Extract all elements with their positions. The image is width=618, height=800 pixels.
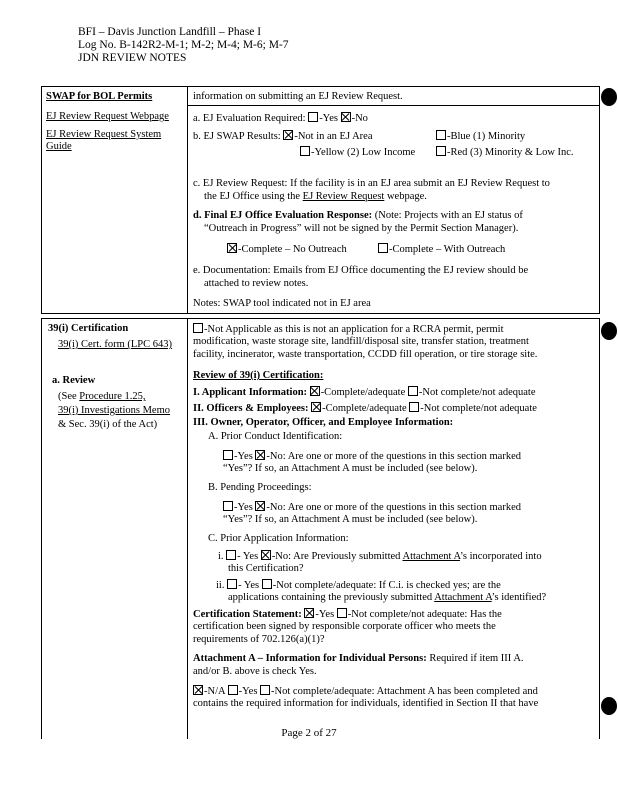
see-line-1 <box>58 391 146 403</box>
attachment-a-yes: -Yes <box>238 686 258 697</box>
attachment-a-line2: and/or B. above is check Yes. <box>193 666 317 677</box>
cert-statement-yes: -Yes <box>315 609 335 620</box>
header-line-1: BFI – Davis Junction Landfill – Phase I <box>78 26 262 38</box>
item-a-no: -No <box>351 113 368 124</box>
item-c-text-end: webpage. <box>384 191 427 202</box>
item-Cii-cont <box>228 592 546 604</box>
certification-section <box>41 318 600 739</box>
item-i-opt1: -Complete/adequate <box>320 387 406 398</box>
item-A-yes: -Yes <box>234 451 253 462</box>
ej-system-guide-link-1[interactable]: EJ Review Request System <box>46 129 162 140</box>
punch-hole <box>601 88 617 106</box>
checked-box-icon[interactable] <box>261 550 271 560</box>
checkbox-icon[interactable] <box>408 386 418 396</box>
swap-link[interactable]: SWAP for BOL Permits <box>46 91 153 102</box>
item-b-opt2: -Blue (1) Minority <box>447 131 526 142</box>
item-Cii-cont-end: ’s identified? <box>491 592 547 603</box>
item-d-label: d. Final EJ Office Evaluation Response: <box>193 210 373 221</box>
column-divider <box>187 319 188 739</box>
item-Ci-num: i. <box>218 551 224 562</box>
attachment-a-link[interactable]: Attachment A <box>402 551 460 562</box>
header-line-3: JDN REVIEW NOTES <box>78 52 187 64</box>
checkbox-icon[interactable] <box>223 501 233 511</box>
item-b <box>193 130 373 143</box>
item-ii-label: II. Officers & Employees: <box>193 403 309 414</box>
cert-statement-line2: certification been signed by responsible corporate officer who meets the <box>193 621 496 632</box>
checked-box-icon[interactable] <box>311 402 321 412</box>
item-e-line2: attached to review notes. <box>204 278 309 289</box>
checked-box-icon[interactable] <box>283 130 293 140</box>
checked-box-icon[interactable] <box>255 450 265 460</box>
ej-review-section <box>41 86 600 314</box>
punch-hole <box>601 697 617 715</box>
item-b-label: b. EJ SWAP Results: <box>193 131 281 142</box>
item-Ci-no-end: ’s incorporated into <box>459 551 542 562</box>
checkbox-icon[interactable] <box>300 146 310 156</box>
checked-box-icon[interactable] <box>341 112 351 122</box>
checkbox-icon[interactable] <box>260 685 270 695</box>
section-title: 39(i) Certification <box>48 323 129 334</box>
na-line-2: modification, waste storage site, landfill/disposal site, transfer station, treatment <box>193 336 529 347</box>
checked-box-icon[interactable] <box>255 501 265 511</box>
cert-statement <box>193 608 502 621</box>
item-b-opt1: -Not in an EJ Area <box>294 131 373 142</box>
item-Cii-cont-text: applications containing the previously submitted <box>228 592 435 603</box>
item-a-label: a. EJ Evaluation Required: <box>193 113 306 124</box>
ej-system-guide-link-2[interactable]: Guide <box>46 141 72 152</box>
item-Ci-cont: this Certification? <box>228 563 304 574</box>
checkbox-icon[interactable] <box>378 243 388 253</box>
column-divider <box>187 87 188 313</box>
item-d-line1 <box>193 210 523 222</box>
checkbox-icon[interactable] <box>193 323 203 333</box>
item-a <box>193 112 368 125</box>
attachment-a-no: -Not complete/adequate: Attachment A has been completed and <box>271 686 538 697</box>
checkbox-icon[interactable] <box>227 579 237 589</box>
checked-box-icon[interactable] <box>310 386 320 396</box>
item-e-line1: e. Documentation: Emails from EJ Office documenting the EJ review should be <box>193 265 529 276</box>
cert-statement-line3: requirements of 702.126(a)(1)? <box>193 634 325 645</box>
na-line-1: -Not Applicable as this is not an application for a RCRA permit, permit <box>204 324 504 335</box>
item-d-note: (Note: Projects with an EJ status of <box>372 210 523 221</box>
item-ii-opt2: -Not complete/not adequate <box>420 403 537 414</box>
notes-text: Notes: SWAP tool indicated not in EJ area <box>193 298 371 309</box>
item-ii <box>193 402 537 415</box>
ej-review-request-link[interactable]: EJ Review Request <box>302 191 385 202</box>
attachment-a-line4: contains the required information for individuals, identified in Section II that have <box>193 698 539 709</box>
review-title: Review of 39(i) Certification: <box>193 370 324 381</box>
na-line-3: facility, incinerator, waste transportation, CCDD fill operation, or tire storage site. <box>193 349 538 360</box>
item-A-no: -No: Are one or more of the questions in this section marked <box>266 451 521 462</box>
item-c-line2 <box>204 191 427 203</box>
checked-box-icon[interactable] <box>227 243 237 253</box>
checked-box-icon[interactable] <box>304 608 314 618</box>
see-text: (See <box>58 391 80 402</box>
checkbox-icon[interactable] <box>337 608 347 618</box>
item-ii-opt1: -Complete/adequate <box>322 403 407 414</box>
item-b-opt4: -Red (3) Minority & Low Inc. <box>447 147 574 158</box>
procedure-link[interactable]: Procedure 1.25, <box>79 391 146 402</box>
item-Ci-yes: - Yes <box>237 551 259 562</box>
attachment-a-link[interactable]: Attachment A <box>434 592 492 603</box>
page-number: Page 2 of 27 <box>281 727 337 739</box>
item-Ci-no: -No: Are Previously submitted <box>271 551 403 562</box>
cert-statement-no: -Not complete/not adequate: Has the <box>347 609 502 620</box>
item-A-label: A. Prior Conduct Identification: <box>208 431 343 442</box>
item-C-label: C. Prior Application Information: <box>208 533 349 544</box>
intro-text: information on submitting an EJ Review Request. <box>193 91 403 102</box>
item-i-opt2: -Not complete/not adequate <box>418 387 536 398</box>
investigations-memo-link[interactable]: 39(i) Investigations Memo <box>58 405 170 416</box>
item-i-label: I. Applicant Information: <box>193 387 308 398</box>
item-iii-label: III. Owner, Operator, Officer, and Employee Information: <box>193 417 454 428</box>
checkbox-icon[interactable] <box>436 146 446 156</box>
punch-hole <box>601 322 617 340</box>
item-b-opt3: -Yellow (2) Low Income <box>311 147 416 158</box>
checked-box-icon[interactable] <box>193 685 203 695</box>
checkbox-icon[interactable] <box>308 112 318 122</box>
cert-statement-label: Certification Statement: <box>193 609 302 620</box>
review-subheading: a. Review <box>52 375 96 386</box>
checkbox-icon[interactable] <box>262 579 272 589</box>
item-Cii-num: ii. <box>216 580 225 591</box>
checkbox-icon[interactable] <box>226 550 236 560</box>
item-B-yes: -Yes <box>234 502 253 513</box>
item-B-label: B. Pending Proceedings: <box>208 482 312 493</box>
row-divider <box>187 105 599 106</box>
item-A-cont: “Yes”? If so, an Attachment A must be included (see below). <box>223 463 478 474</box>
item-d-opt1: -Complete – No Outreach <box>238 244 347 255</box>
document-header <box>78 26 289 65</box>
item-a-yes: -Yes <box>319 113 338 124</box>
checkbox-icon[interactable] <box>228 685 238 695</box>
ej-webpage-link[interactable]: EJ Review Request Webpage <box>46 111 169 122</box>
item-Cii-yes: - Yes <box>238 580 260 591</box>
item-i <box>193 386 536 399</box>
header-line-2: Log No. B-142R2-M-1; M-2; M-4; M-6; M-7 <box>78 39 289 51</box>
item-d-line2: “Outreach in Progress” will not be signed by the Permit Section Manager). <box>204 223 519 234</box>
checkbox-icon[interactable] <box>409 402 419 412</box>
attachment-a-rest: Required if item III A. <box>426 653 524 664</box>
cert-form-link[interactable]: 39(i) Cert. form (LPC 643) <box>58 339 173 350</box>
see-line-3: & Sec. 39(i) of the Act) <box>58 419 158 430</box>
item-Cii-no: -Not complete/adequate: If C.i. is checked yes; are the <box>272 580 501 591</box>
attachment-a-na: -N/A <box>204 686 225 697</box>
attachment-a-heading <box>193 653 524 665</box>
attachment-a-label: Attachment A – Information for Individual Persons: <box>193 653 427 664</box>
item-B-cont: “Yes”? If so, an Attachment A must be included (see below). <box>223 514 478 525</box>
checkbox-icon[interactable] <box>223 450 233 460</box>
checkbox-icon[interactable] <box>436 130 446 140</box>
item-c-line1: c. EJ Review Request: If the facility is in an EJ area submit an EJ Review Request to <box>193 178 550 189</box>
item-B-no: -No: Are one or more of the questions in this section marked <box>266 502 521 513</box>
item-c-text: the EJ Office using the <box>204 191 303 202</box>
item-d-opt2: -Complete – With Outreach <box>389 244 506 255</box>
